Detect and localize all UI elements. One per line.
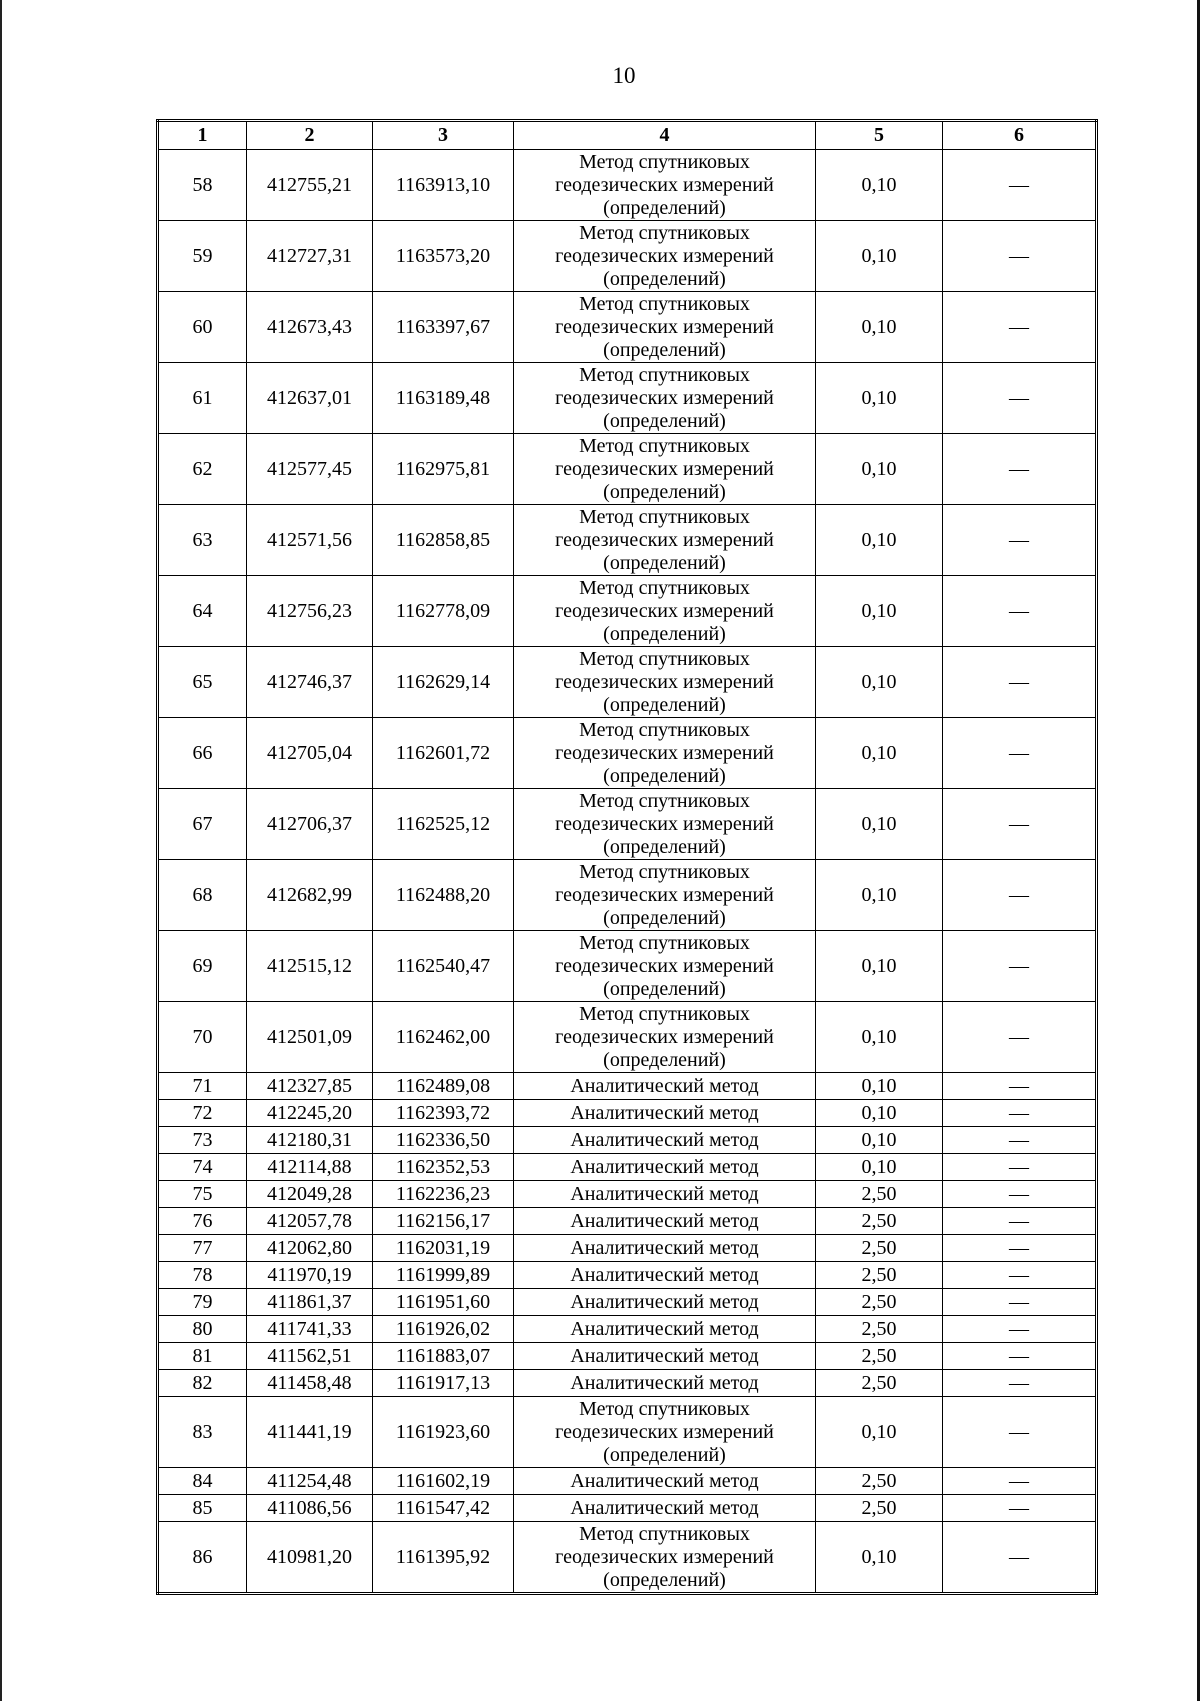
method-cell bbox=[514, 931, 816, 1002]
method-text-line: Метод спутниковых bbox=[579, 1397, 750, 1420]
accuracy-cell: 2,50 bbox=[816, 1370, 943, 1397]
point-number-cell: 70 bbox=[158, 1002, 247, 1073]
accuracy-cell: 0,10 bbox=[816, 1154, 943, 1181]
table-row bbox=[158, 1495, 1097, 1522]
table-row bbox=[158, 1316, 1097, 1343]
note-cell: — bbox=[943, 1289, 1097, 1316]
x-coordinate-cell: 412577,45 bbox=[247, 434, 373, 505]
method-text-line: геодезических измерений bbox=[555, 528, 774, 551]
note-cell: — bbox=[943, 860, 1097, 931]
accuracy-cell: 0,10 bbox=[816, 789, 943, 860]
x-coordinate-cell: 411458,48 bbox=[247, 1370, 373, 1397]
y-coordinate-cell: 1163397,67 bbox=[373, 292, 514, 363]
point-number-cell: 86 bbox=[158, 1522, 247, 1594]
point-number-cell: 72 bbox=[158, 1100, 247, 1127]
accuracy-cell: 0,10 bbox=[816, 150, 943, 221]
table-row bbox=[158, 1262, 1097, 1289]
point-number-cell: 62 bbox=[158, 434, 247, 505]
method-text-line: (определений) bbox=[603, 409, 726, 432]
method-cell bbox=[514, 1343, 816, 1370]
accuracy-cell: 2,50 bbox=[816, 1262, 943, 1289]
method-text: Аналитический метод bbox=[570, 1237, 759, 1259]
coordinates-table bbox=[156, 119, 1098, 1595]
y-coordinate-cell: 1162858,85 bbox=[373, 505, 514, 576]
y-coordinate-cell: 1162629,14 bbox=[373, 647, 514, 718]
method-text-line: геодезических измерений bbox=[555, 812, 774, 835]
method-cell bbox=[514, 1397, 816, 1468]
y-coordinate-cell: 1162031,19 bbox=[373, 1235, 514, 1262]
note-cell: — bbox=[943, 505, 1097, 576]
page-number: 10 bbox=[612, 63, 636, 88]
y-coordinate-cell: 1161395,92 bbox=[373, 1522, 514, 1594]
method-text: Аналитический метод bbox=[570, 1372, 759, 1394]
note-cell: — bbox=[943, 1397, 1097, 1468]
table-row bbox=[158, 1397, 1097, 1468]
y-coordinate-cell: 1162462,00 bbox=[373, 1002, 514, 1073]
point-number-cell: 69 bbox=[158, 931, 247, 1002]
method-text-line: (определений) bbox=[603, 196, 726, 219]
note-cell: — bbox=[943, 1154, 1097, 1181]
accuracy-cell: 0,10 bbox=[816, 931, 943, 1002]
y-coordinate-cell: 1162393,72 bbox=[373, 1100, 514, 1127]
table-row bbox=[158, 1343, 1097, 1370]
point-number-cell: 78 bbox=[158, 1262, 247, 1289]
point-number-cell: 82 bbox=[158, 1370, 247, 1397]
note-cell: — bbox=[943, 150, 1097, 221]
point-number-cell: 64 bbox=[158, 576, 247, 647]
method-text: Аналитический метод bbox=[570, 1291, 759, 1313]
method-cell bbox=[514, 292, 816, 363]
accuracy-cell: 0,10 bbox=[816, 292, 943, 363]
note-cell: — bbox=[943, 1495, 1097, 1522]
method-text-line: (определений) bbox=[603, 480, 726, 503]
table-row bbox=[158, 434, 1097, 505]
method-text: Аналитический метод bbox=[570, 1264, 759, 1286]
method-text-line: Метод спутниковых bbox=[579, 292, 750, 315]
note-cell: — bbox=[943, 1181, 1097, 1208]
point-number-cell: 68 bbox=[158, 860, 247, 931]
column-header: 2 bbox=[247, 121, 373, 150]
method-cell bbox=[514, 1316, 816, 1343]
note-cell: — bbox=[943, 1522, 1097, 1594]
x-coordinate-cell: 412327,85 bbox=[247, 1073, 373, 1100]
note-cell: — bbox=[943, 718, 1097, 789]
y-coordinate-cell: 1161547,42 bbox=[373, 1495, 514, 1522]
method-cell bbox=[514, 1127, 816, 1154]
x-coordinate-cell: 412637,01 bbox=[247, 363, 373, 434]
point-number-cell: 80 bbox=[158, 1316, 247, 1343]
table-row bbox=[158, 931, 1097, 1002]
y-coordinate-cell: 1161602,19 bbox=[373, 1468, 514, 1495]
method-text-line: Метод спутниковых bbox=[579, 789, 750, 812]
method-text-line: (определений) bbox=[603, 835, 726, 858]
y-coordinate-cell: 1162352,53 bbox=[373, 1154, 514, 1181]
method-cell bbox=[514, 1495, 816, 1522]
method-cell bbox=[514, 434, 816, 505]
method-text-line: Метод спутниковых bbox=[579, 434, 750, 457]
table-row bbox=[158, 150, 1097, 221]
accuracy-cell: 0,10 bbox=[816, 434, 943, 505]
point-number-cell: 66 bbox=[158, 718, 247, 789]
point-number-cell: 60 bbox=[158, 292, 247, 363]
note-cell: — bbox=[943, 1262, 1097, 1289]
table-row bbox=[158, 1522, 1097, 1594]
scan-edge-left bbox=[0, 0, 2, 1701]
method-cell bbox=[514, 718, 816, 789]
method-text-line: геодезических измерений bbox=[555, 457, 774, 480]
x-coordinate-cell: 411254,48 bbox=[247, 1468, 373, 1495]
method-text-line: Метод спутниковых bbox=[579, 363, 750, 386]
method-text-line: геодезических измерений bbox=[555, 1420, 774, 1443]
point-number-cell: 67 bbox=[158, 789, 247, 860]
y-coordinate-cell: 1161923,60 bbox=[373, 1397, 514, 1468]
table-row bbox=[158, 789, 1097, 860]
note-cell: — bbox=[943, 1073, 1097, 1100]
note-cell: — bbox=[943, 1316, 1097, 1343]
method-text-line: Метод спутниковых bbox=[579, 576, 750, 599]
accuracy-cell: 0,10 bbox=[816, 1002, 943, 1073]
x-coordinate-cell: 412746,37 bbox=[247, 647, 373, 718]
accuracy-cell: 2,50 bbox=[816, 1181, 943, 1208]
note-cell: — bbox=[943, 292, 1097, 363]
method-cell bbox=[514, 363, 816, 434]
y-coordinate-cell: 1163913,10 bbox=[373, 150, 514, 221]
accuracy-cell: 2,50 bbox=[816, 1235, 943, 1262]
y-coordinate-cell: 1162489,08 bbox=[373, 1073, 514, 1100]
method-text-line: геодезических измерений bbox=[555, 1025, 774, 1048]
y-coordinate-cell: 1162236,23 bbox=[373, 1181, 514, 1208]
x-coordinate-cell: 412727,31 bbox=[247, 221, 373, 292]
y-coordinate-cell: 1162975,81 bbox=[373, 434, 514, 505]
point-number-cell: 58 bbox=[158, 150, 247, 221]
accuracy-cell: 0,10 bbox=[816, 221, 943, 292]
method-text-line: (определений) bbox=[603, 1568, 726, 1591]
accuracy-cell: 0,10 bbox=[816, 363, 943, 434]
x-coordinate-cell: 411086,56 bbox=[247, 1495, 373, 1522]
method-text-line: Метод спутниковых bbox=[579, 931, 750, 954]
note-cell: — bbox=[943, 1468, 1097, 1495]
method-text-line: геодезических измерений bbox=[555, 741, 774, 764]
method-text-line: (определений) bbox=[603, 906, 726, 929]
method-text-line: Метод спутниковых bbox=[579, 505, 750, 528]
method-text-line: геодезических измерений bbox=[555, 1545, 774, 1568]
table-row bbox=[158, 1073, 1097, 1100]
column-header: 6 bbox=[943, 121, 1097, 150]
x-coordinate-cell: 411861,37 bbox=[247, 1289, 373, 1316]
method-cell bbox=[514, 1100, 816, 1127]
method-text-line: Метод спутниковых bbox=[579, 150, 750, 173]
method-text-line: (определений) bbox=[603, 977, 726, 1000]
method-text-line: Метод спутниковых bbox=[579, 860, 750, 883]
method-text-line: (определений) bbox=[603, 693, 726, 716]
method-cell bbox=[514, 576, 816, 647]
y-coordinate-cell: 1162525,12 bbox=[373, 789, 514, 860]
accuracy-cell: 0,10 bbox=[816, 1100, 943, 1127]
method-cell bbox=[514, 1154, 816, 1181]
y-coordinate-cell: 1162778,09 bbox=[373, 576, 514, 647]
table-row bbox=[158, 647, 1097, 718]
method-text-line: Метод спутниковых bbox=[579, 1002, 750, 1025]
method-cell bbox=[514, 505, 816, 576]
method-text-line: (определений) bbox=[603, 622, 726, 645]
table-row bbox=[158, 718, 1097, 789]
x-coordinate-cell: 412756,23 bbox=[247, 576, 373, 647]
note-cell: — bbox=[943, 1100, 1097, 1127]
method-cell bbox=[514, 1289, 816, 1316]
point-number-cell: 61 bbox=[158, 363, 247, 434]
y-coordinate-cell: 1163189,48 bbox=[373, 363, 514, 434]
method-cell bbox=[514, 860, 816, 931]
x-coordinate-cell: 412682,99 bbox=[247, 860, 373, 931]
method-text: Аналитический метод bbox=[570, 1497, 759, 1519]
x-coordinate-cell: 412049,28 bbox=[247, 1181, 373, 1208]
accuracy-cell: 0,10 bbox=[816, 718, 943, 789]
accuracy-cell: 0,10 bbox=[816, 1397, 943, 1468]
method-cell bbox=[514, 1235, 816, 1262]
table-row bbox=[158, 221, 1097, 292]
method-cell bbox=[514, 150, 816, 221]
accuracy-cell: 2,50 bbox=[816, 1468, 943, 1495]
column-header: 3 bbox=[373, 121, 514, 150]
point-number-cell: 79 bbox=[158, 1289, 247, 1316]
method-text-line: (определений) bbox=[603, 551, 726, 574]
y-coordinate-cell: 1161883,07 bbox=[373, 1343, 514, 1370]
table-row bbox=[158, 1208, 1097, 1235]
x-coordinate-cell: 411741,33 bbox=[247, 1316, 373, 1343]
x-coordinate-cell: 411562,51 bbox=[247, 1343, 373, 1370]
point-number-cell: 74 bbox=[158, 1154, 247, 1181]
method-text: Аналитический метод bbox=[570, 1183, 759, 1205]
method-cell bbox=[514, 1522, 816, 1594]
table-header-row bbox=[158, 121, 1097, 150]
method-text: Аналитический метод bbox=[570, 1129, 759, 1151]
method-cell bbox=[514, 1073, 816, 1100]
note-cell: — bbox=[943, 1002, 1097, 1073]
x-coordinate-cell: 412571,56 bbox=[247, 505, 373, 576]
point-number-cell: 63 bbox=[158, 505, 247, 576]
point-number-cell: 65 bbox=[158, 647, 247, 718]
note-cell: — bbox=[943, 576, 1097, 647]
note-cell: — bbox=[943, 1208, 1097, 1235]
y-coordinate-cell: 1161917,13 bbox=[373, 1370, 514, 1397]
table-row bbox=[158, 1154, 1097, 1181]
x-coordinate-cell: 412515,12 bbox=[247, 931, 373, 1002]
table-row bbox=[158, 1002, 1097, 1073]
method-text-line: Метод спутниковых bbox=[579, 718, 750, 741]
method-cell bbox=[514, 647, 816, 718]
y-coordinate-cell: 1163573,20 bbox=[373, 221, 514, 292]
method-cell bbox=[514, 789, 816, 860]
accuracy-cell: 0,10 bbox=[816, 860, 943, 931]
point-number-cell: 75 bbox=[158, 1181, 247, 1208]
note-cell: — bbox=[943, 647, 1097, 718]
accuracy-cell: 0,10 bbox=[816, 1127, 943, 1154]
point-number-cell: 76 bbox=[158, 1208, 247, 1235]
method-text-line: геодезических измерений bbox=[555, 670, 774, 693]
method-text-line: Метод спутниковых bbox=[579, 1522, 750, 1545]
accuracy-cell: 0,10 bbox=[816, 1522, 943, 1594]
method-text-line: Метод спутниковых bbox=[579, 221, 750, 244]
method-cell bbox=[514, 1370, 816, 1397]
accuracy-cell: 0,10 bbox=[816, 1073, 943, 1100]
y-coordinate-cell: 1161926,02 bbox=[373, 1316, 514, 1343]
table-row bbox=[158, 505, 1097, 576]
accuracy-cell: 2,50 bbox=[816, 1343, 943, 1370]
x-coordinate-cell: 412501,09 bbox=[247, 1002, 373, 1073]
note-cell: — bbox=[943, 221, 1097, 292]
note-cell: — bbox=[943, 1370, 1097, 1397]
point-number-cell: 85 bbox=[158, 1495, 247, 1522]
y-coordinate-cell: 1162601,72 bbox=[373, 718, 514, 789]
method-text: Аналитический метод bbox=[570, 1318, 759, 1340]
method-cell bbox=[514, 1262, 816, 1289]
note-cell: — bbox=[943, 931, 1097, 1002]
note-cell: — bbox=[943, 1343, 1097, 1370]
point-number-cell: 81 bbox=[158, 1343, 247, 1370]
method-text: Аналитический метод bbox=[570, 1470, 759, 1492]
method-cell bbox=[514, 1181, 816, 1208]
y-coordinate-cell: 1162156,17 bbox=[373, 1208, 514, 1235]
method-text-line: (определений) bbox=[603, 267, 726, 290]
x-coordinate-cell: 412755,21 bbox=[247, 150, 373, 221]
x-coordinate-cell: 412706,37 bbox=[247, 789, 373, 860]
accuracy-cell: 0,10 bbox=[816, 505, 943, 576]
table-row bbox=[158, 1235, 1097, 1262]
method-cell bbox=[514, 1002, 816, 1073]
x-coordinate-cell: 412245,20 bbox=[247, 1100, 373, 1127]
table-row bbox=[158, 1370, 1097, 1397]
table-row bbox=[158, 363, 1097, 434]
note-cell: — bbox=[943, 1127, 1097, 1154]
table-row bbox=[158, 576, 1097, 647]
x-coordinate-cell: 410981,20 bbox=[247, 1522, 373, 1594]
table-row bbox=[158, 1100, 1097, 1127]
table-row bbox=[158, 1181, 1097, 1208]
method-text-line: (определений) bbox=[603, 338, 726, 361]
method-text: Аналитический метод bbox=[570, 1102, 759, 1124]
method-cell bbox=[514, 1468, 816, 1495]
method-text-line: геодезических измерений bbox=[555, 954, 774, 977]
table-row bbox=[158, 1468, 1097, 1495]
table-row bbox=[158, 1289, 1097, 1316]
method-text-line: (определений) bbox=[603, 764, 726, 787]
note-cell: — bbox=[943, 434, 1097, 505]
point-number-cell: 83 bbox=[158, 1397, 247, 1468]
table-body bbox=[158, 150, 1097, 1594]
method-text-line: Метод спутниковых bbox=[579, 647, 750, 670]
method-text: Аналитический метод bbox=[570, 1156, 759, 1178]
method-text: Аналитический метод bbox=[570, 1075, 759, 1097]
x-coordinate-cell: 412705,04 bbox=[247, 718, 373, 789]
table-row bbox=[158, 292, 1097, 363]
method-text-line: (определений) bbox=[603, 1443, 726, 1466]
accuracy-cell: 2,50 bbox=[816, 1495, 943, 1522]
accuracy-cell: 2,50 bbox=[816, 1316, 943, 1343]
x-coordinate-cell: 412062,80 bbox=[247, 1235, 373, 1262]
method-text-line: (определений) bbox=[603, 1048, 726, 1071]
x-coordinate-cell: 412057,78 bbox=[247, 1208, 373, 1235]
point-number-cell: 84 bbox=[158, 1468, 247, 1495]
method-text-line: геодезических измерений bbox=[555, 244, 774, 267]
column-header: 5 bbox=[816, 121, 943, 150]
y-coordinate-cell: 1162488,20 bbox=[373, 860, 514, 931]
accuracy-cell: 2,50 bbox=[816, 1208, 943, 1235]
point-number-cell: 77 bbox=[158, 1235, 247, 1262]
note-cell: — bbox=[943, 363, 1097, 434]
column-header: 4 bbox=[514, 121, 816, 150]
x-coordinate-cell: 412673,43 bbox=[247, 292, 373, 363]
note-cell: — bbox=[943, 1235, 1097, 1262]
x-coordinate-cell: 411970,19 bbox=[247, 1262, 373, 1289]
method-cell bbox=[514, 221, 816, 292]
x-coordinate-cell: 411441,19 bbox=[247, 1397, 373, 1468]
method-text: Аналитический метод bbox=[570, 1345, 759, 1367]
point-number-cell: 71 bbox=[158, 1073, 247, 1100]
y-coordinate-cell: 1161999,89 bbox=[373, 1262, 514, 1289]
note-cell: — bbox=[943, 789, 1097, 860]
table-row bbox=[158, 860, 1097, 931]
point-number-cell: 73 bbox=[158, 1127, 247, 1154]
accuracy-cell: 0,10 bbox=[816, 647, 943, 718]
method-cell bbox=[514, 1208, 816, 1235]
method-text-line: геодезических измерений bbox=[555, 315, 774, 338]
table-row bbox=[158, 1127, 1097, 1154]
point-number-cell: 59 bbox=[158, 221, 247, 292]
method-text-line: геодезических измерений bbox=[555, 883, 774, 906]
y-coordinate-cell: 1162540,47 bbox=[373, 931, 514, 1002]
column-header: 1 bbox=[158, 121, 247, 150]
method-text-line: геодезических измерений bbox=[555, 173, 774, 196]
x-coordinate-cell: 412180,31 bbox=[247, 1127, 373, 1154]
accuracy-cell: 2,50 bbox=[816, 1289, 943, 1316]
y-coordinate-cell: 1161951,60 bbox=[373, 1289, 514, 1316]
method-text-line: геодезических измерений bbox=[555, 386, 774, 409]
method-text: Аналитический метод bbox=[570, 1210, 759, 1232]
y-coordinate-cell: 1162336,50 bbox=[373, 1127, 514, 1154]
method-text-line: геодезических измерений bbox=[555, 599, 774, 622]
x-coordinate-cell: 412114,88 bbox=[247, 1154, 373, 1181]
accuracy-cell: 0,10 bbox=[816, 576, 943, 647]
